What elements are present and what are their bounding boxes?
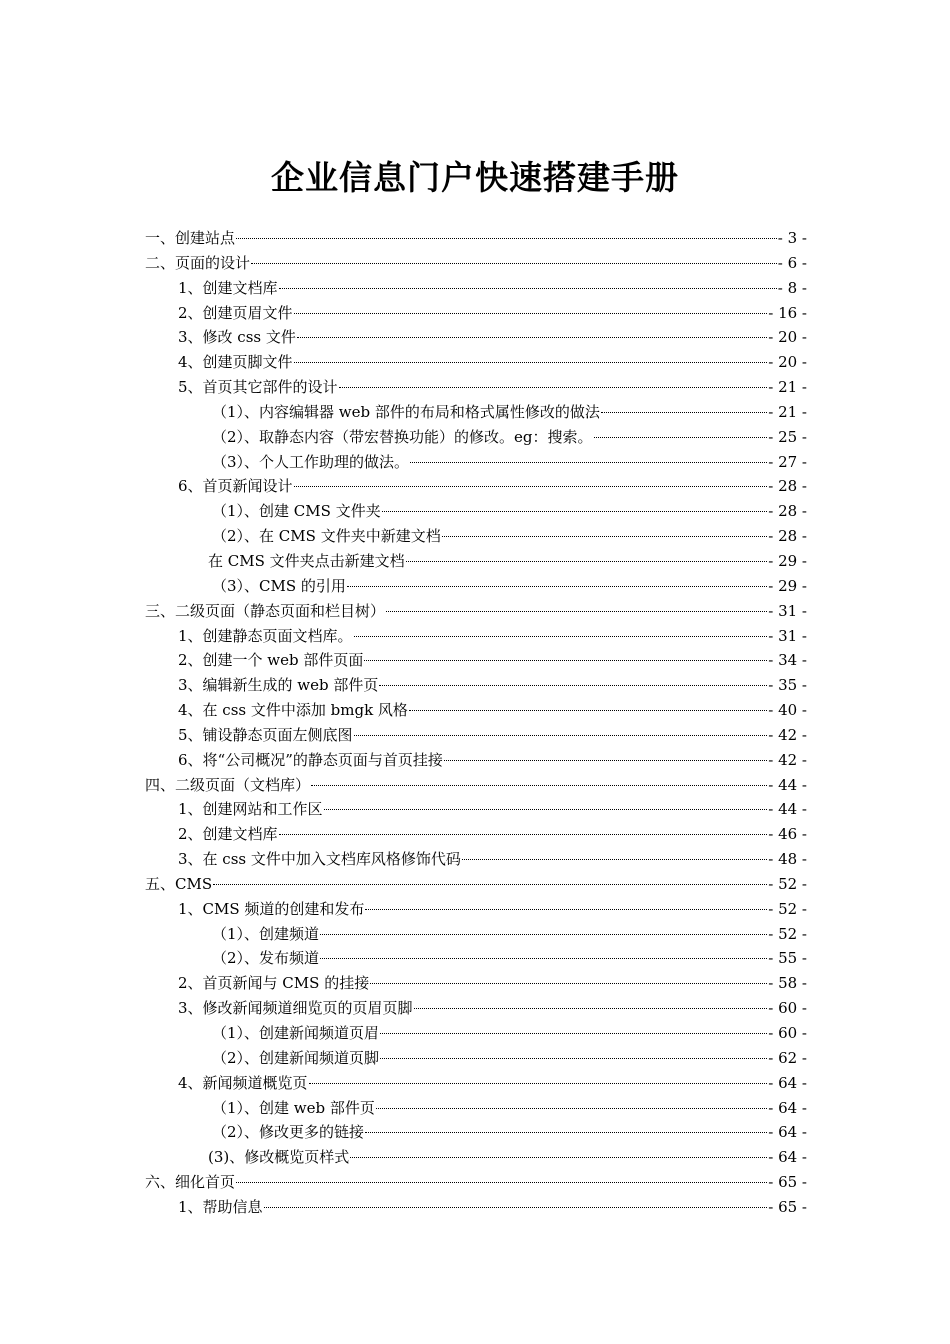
toc-page-number: - 29 - [768,576,807,595]
toc-page-number: - 55 - [768,949,807,968]
toc-entry[interactable] [145,1096,807,1121]
toc-entry-title: （3）、个人工作助理的做法。 [212,452,410,471]
toc-entry[interactable] [145,499,807,524]
toc-dot-leader [410,462,767,463]
toc-entry-title: 1、创建网站和工作区 [178,800,323,819]
toc-page-number: - 28 - [768,477,807,496]
toc-entry[interactable] [145,350,807,375]
toc-entry-title: 五、CMS [145,874,213,893]
toc-dot-leader [251,263,777,264]
toc-entry-title: （1）、创建新闻频道页眉 [212,1024,380,1042]
toc-page-number: - 20 - [768,328,807,347]
toc-entry[interactable] [145,822,807,847]
toc-dot-leader [264,1207,768,1208]
toc-dot-leader [339,387,768,388]
toc-entry[interactable] [145,226,807,251]
toc-page-number: - 64 - [768,1123,807,1142]
toc-entry-title: 2、创建文档库 [178,825,278,844]
toc-entry-title: 在 CMS 文件夹点击新建文档 [208,551,405,570]
toc-dot-leader [320,934,767,935]
toc-dot-leader [594,437,768,438]
toc-dot-leader [364,660,767,661]
toc-dot-leader [382,511,768,512]
toc-dot-leader [409,710,767,711]
toc-entry-title: （1）、内容编辑器 web 部件的布局和格式属性修改的做法 [212,402,600,421]
toc-page-number: - 58 - [768,974,807,993]
toc-page-number: - 52 - [768,899,807,918]
toc-page-number: - 62 - [768,1048,807,1067]
toc-entry[interactable] [145,648,807,673]
toc-entry[interactable] [145,797,807,822]
toc-entry[interactable] [145,549,807,574]
toc-entry[interactable] [145,773,807,798]
toc-entry-title: 3、修改新闻频道细览页的页眉页脚 [178,999,413,1018]
toc-entry-title: 1、创建文档库 [178,278,278,297]
toc-entry[interactable] [145,325,807,350]
toc-page-number: - 35 - [768,676,807,695]
toc-page-number: - 31 - [768,601,807,620]
toc-page-number: - 52 - [768,874,807,893]
toc-page-number: - 64 - [768,1148,807,1167]
toc-entry[interactable] [145,474,807,499]
toc-page-number: - 60 - [768,1024,807,1042]
toc-dot-leader [601,412,767,413]
toc-page-number: - 42 - [768,725,807,744]
toc-page-number: - 28 - [768,527,807,546]
toc-entry-title: 4、创建页脚文件 [178,353,293,372]
toc-entry[interactable] [145,872,807,897]
toc-entry[interactable] [145,723,807,748]
toc-entry[interactable] [145,301,807,326]
toc-page-number: - 40 - [768,701,807,720]
toc-dot-leader [236,238,777,239]
toc-entry-title: 3、修改 css 文件 [178,328,296,347]
toc-page-number: - 6 - [777,253,807,272]
toc-dot-leader [354,735,768,736]
toc-dot-leader [379,685,767,686]
toc-page-number: - 28 - [768,502,807,521]
toc-entry[interactable] [145,624,807,649]
toc-entry[interactable] [145,400,807,425]
toc-dot-leader [370,983,767,984]
toc-dot-leader [324,809,768,810]
toc-entry[interactable] [145,673,807,698]
document-title: 企业信息门户快速搭建手册 [271,158,679,198]
toc-page-number: - 31 - [768,626,807,645]
toc-entry[interactable] [145,971,807,996]
toc-dot-leader [236,1182,767,1183]
toc-entry[interactable] [145,922,807,947]
toc-entry[interactable] [145,996,807,1021]
toc-entry[interactable] [145,450,807,475]
toc-entry-title: 1、CMS 频道的创建和发布 [178,899,365,918]
toc-entry-title: 4、在 css 文件中添加 bmgk 风格 [178,701,408,720]
table-of-contents [145,226,807,1220]
toc-entry[interactable] [145,847,807,872]
toc-dot-leader [354,636,768,637]
toc-entry[interactable] [145,897,807,922]
toc-entry-title: 3、在 css 文件中加入文档库风格修饰代码 [178,850,461,869]
toc-page-number: - 16 - [768,303,807,322]
toc-page-number: - 60 - [768,999,807,1018]
toc-entry-title: (3)、修改概览页样式 [208,1148,350,1167]
toc-page-number: - 64 - [768,1098,807,1117]
toc-entry-title: 3、编辑新生成的 web 部件页 [178,676,379,695]
toc-page-number: - 65 - [768,1197,807,1216]
toc-entry-title: （3）、CMS 的引用 [212,576,346,595]
toc-dot-leader [297,337,767,338]
toc-entry-title: 5、铺设静态页面左侧底图 [178,725,353,744]
toc-page-number: - 8 - [777,278,807,297]
toc-dot-leader [279,834,768,835]
toc-dot-leader [311,785,767,786]
toc-page-number: - 3 - [777,229,807,247]
toc-entry[interactable] [145,599,807,624]
toc-entry[interactable] [145,1145,807,1170]
toc-entry-title: （1）、创建 CMS 文件夹 [212,502,381,521]
toc-page-number: - 25 - [768,427,807,446]
toc-dot-leader [350,1157,767,1158]
toc-entry-title: （2）、创建新闻频道页脚 [212,1048,380,1067]
toc-page-number: - 20 - [768,353,807,372]
toc-entry[interactable] [145,524,807,549]
toc-page-number: - 65 - [768,1173,807,1192]
toc-dot-leader [414,1008,768,1009]
toc-entry[interactable] [145,251,807,276]
toc-entry-title: 2、创建页眉文件 [178,303,293,322]
toc-dot-leader [213,884,767,885]
toc-page-number: - 34 - [768,651,807,670]
toc-dot-leader [365,1132,767,1133]
toc-entry[interactable] [145,425,807,450]
toc-dot-leader [380,1058,767,1059]
toc-entry-title: 5、首页其它部件的设计 [178,378,338,397]
toc-entry[interactable] [145,574,807,599]
toc-page-number: - 48 - [768,850,807,869]
toc-dot-leader [279,288,777,289]
toc-entry[interactable] [145,946,807,971]
toc-entry-title: （1）、创建频道 [212,924,320,943]
toc-entry-title: 二、页面的设计 [145,253,251,272]
toc-dot-leader [309,1083,768,1084]
toc-page-number: - 27 - [768,452,807,471]
toc-entry-title: 1、帮助信息 [178,1197,263,1216]
toc-entry-title: 6、首页新闻设计 [178,477,293,496]
toc-page-number: - 46 - [768,825,807,844]
toc-page-number: - 44 - [768,800,807,819]
toc-page-number: - 44 - [768,775,807,794]
toc-entry[interactable] [145,1021,807,1046]
toc-page-number: - 52 - [768,924,807,943]
toc-dot-leader [294,486,768,487]
toc-page-number: - 21 - [768,402,807,421]
toc-entry-title: 三、二级页面（静态页面和栏目树） [145,601,386,620]
toc-page-number: - 42 - [768,750,807,769]
toc-entry-title: （2）、发布频道 [212,949,320,968]
toc-dot-leader [406,561,768,562]
toc-page-number: - 29 - [768,551,807,570]
toc-dot-leader [444,760,767,761]
toc-entry-title: 6、将“公司概况”的静态页面与首页挂接 [178,750,443,769]
toc-dot-leader [294,313,768,314]
toc-entry[interactable] [145,1046,807,1071]
toc-entry-title: （2）、在 CMS 文件夹中新建文档 [212,527,441,546]
toc-entry-title: （2）、修改更多的链接 [212,1123,365,1142]
toc-dot-leader [376,1108,767,1109]
toc-entry-title: 4、新闻频道概览页 [178,1073,308,1092]
toc-page-number: - 21 - [768,378,807,397]
toc-entry[interactable] [145,1170,807,1195]
toc-dot-leader [365,909,767,910]
toc-entry[interactable] [145,1071,807,1096]
toc-entry[interactable] [145,276,807,301]
toc-entry-title: 1、创建静态页面文档库。 [178,626,353,645]
toc-dot-leader [347,586,767,587]
toc-entry[interactable] [145,1120,807,1145]
toc-dot-leader [442,536,768,537]
toc-dot-leader [294,362,768,363]
toc-dot-leader [386,611,767,612]
toc-entry[interactable] [145,1195,807,1220]
toc-entry-title: 四、二级页面（文档库） [145,775,311,794]
toc-entry-title: 六、细化首页 [145,1173,236,1192]
toc-dot-leader [462,859,767,860]
toc-entry[interactable] [145,748,807,773]
toc-page-number: - 64 - [768,1073,807,1092]
toc-entry-title: （2）、取静态内容（带宏替换功能）的修改。eg：搜索。 [212,427,593,446]
toc-entry[interactable] [145,698,807,723]
toc-entry-title: 2、首页新闻与 CMS 的挂接 [178,974,370,993]
toc-dot-leader [380,1033,767,1034]
toc-entry-title: 一、创建站点 [145,229,236,247]
toc-entry[interactable] [145,375,807,400]
toc-dot-leader [320,958,767,959]
toc-entry-title: （1）、创建 web 部件页 [212,1098,375,1117]
toc-entry-title: 2、创建一个 web 部件页面 [178,651,364,670]
